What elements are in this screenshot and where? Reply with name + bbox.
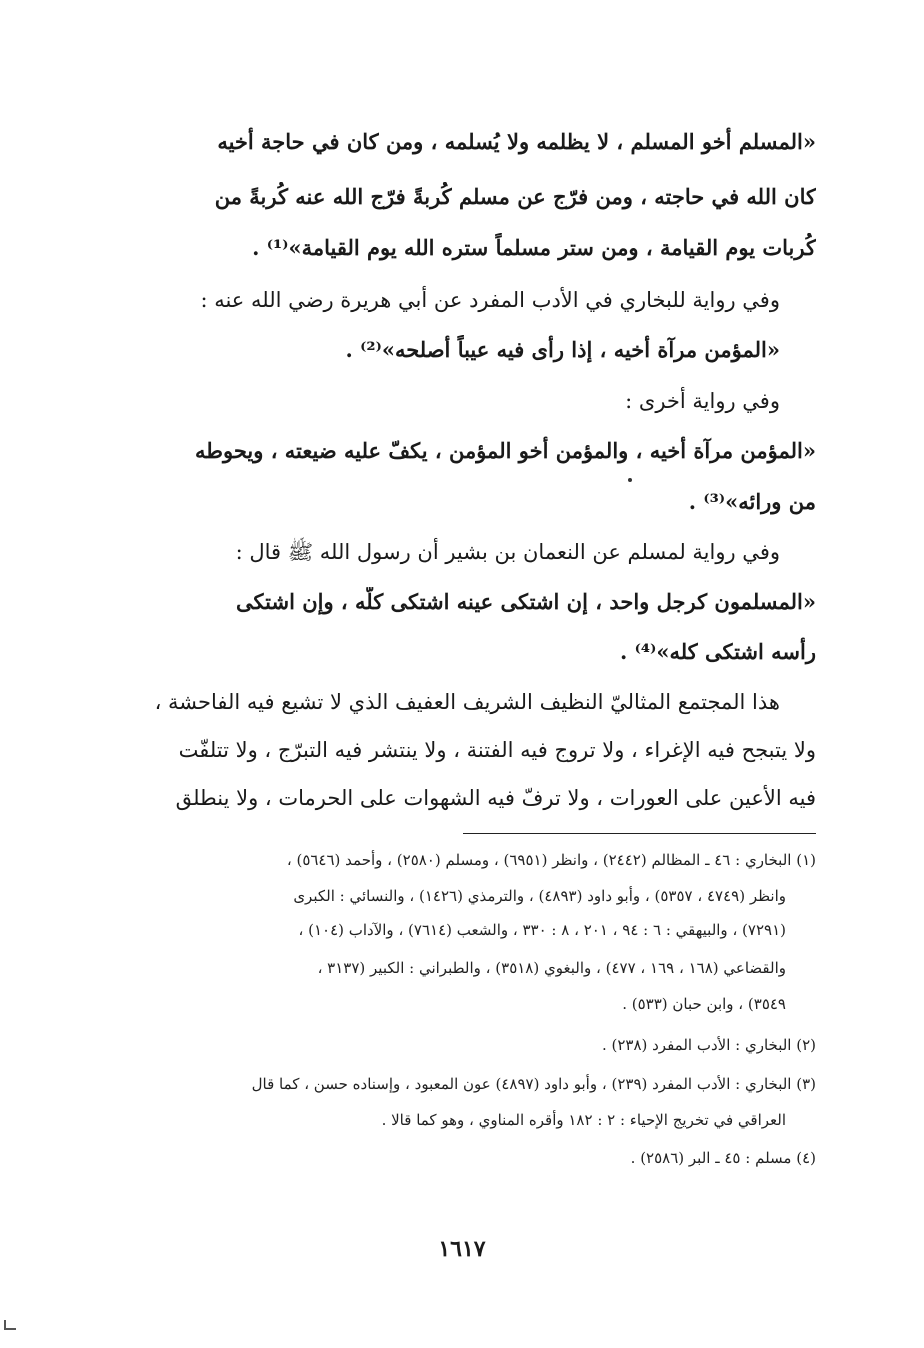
hadith-3-line-2: من ورائه»⁽³⁾ . xyxy=(688,489,816,514)
footnote-4: (٤) مسلم : ٤٥ ـ البر (٢٥٨٦) . xyxy=(630,1149,816,1167)
hadith-4-line-1: «المسلمون كرجل واحد ، إن اشتكى عينه اشتكى كلّه ، وإن اشتكى xyxy=(236,589,816,614)
hadith-1-line-1: «المسلم أخو المسلم ، لا يظلمه ولا يُسلمه ، ومن كان في حاجة أخيه xyxy=(217,129,816,154)
footnote-1-line-5: ٣٥٤٩) ، وابن حبان (٥٣٣) . xyxy=(622,995,786,1013)
hadith-2: «المؤمن مرآة أخيه ، إذا رأى فيه عيباً أصلحه»⁽²⁾ . xyxy=(345,337,780,362)
footnote-2: (٢) البخاري : الأدب المفرد (٢٣٨) . xyxy=(601,1036,816,1054)
intro-bukhari-adab: وفي رواية للبخاري في الأدب المفرد عن أبي هريرة رضي الله عنه : xyxy=(200,288,780,312)
footnote-separator xyxy=(463,833,816,834)
footnote-1-line-4: والقضاعي (١٦٨ ، ١٦٩ ، ٤٧٧) ، والبغوي (٣٥١٨) ، والطبراني : الكبير (٣١٣٧ ، xyxy=(317,959,786,977)
footnote-3-line-2: العراقي في تخريج الإحياء : ٢ : ١٨٢ وأقره المناوي ، وهو كما قالا . xyxy=(381,1111,786,1129)
intro-another-narration: وفي رواية أخرى : xyxy=(625,389,780,413)
page-number: ١٦١٧ xyxy=(438,1236,486,1262)
footnote-1-line-2: وانظر (٤٧٤٩ ، ٥٣٥٧) ، وأبو داود (٤٨٩٣) ، والترمذي (١٤٢٦) ، والنسائي : الكبرى xyxy=(293,887,786,905)
footnote-3-line-1: (٣) البخاري : الأدب المفرد (٢٣٩) ، وأبو داود (٤٨٩٧) عون المعبود ، وإسناده حسن ، كما قال xyxy=(251,1075,816,1093)
scan-corner-mark xyxy=(4,1320,16,1330)
footnote-1-line-3: (٧٢٩١) ، والبيهقي : ٦ : ٩٤ ، ٢٠١ ، ٨ : ٣٣٠ ، والشعب (٧٦١٤) ، والآداب (١٠٤) ، xyxy=(298,921,786,939)
paragraph-line-1: هذا المجتمع المثاليّ النظيف الشريف العفيف الذي لا تشيع فيه الفاحشة ، xyxy=(154,690,780,714)
hadith-1-line-3: كُربات يوم القيامة ، ومن ستر مسلماً ستره الله يوم القيامة»⁽¹⁾ . xyxy=(252,235,816,260)
stray-dot xyxy=(628,478,632,482)
hadith-1-line-2: كان الله في حاجته ، ومن فرّج عن مسلم كُربةً فرّج الله عنه كُربةً من xyxy=(214,184,816,209)
hadith-3-line-1: «المؤمن مرآة أخيه ، والمؤمن أخو المؤمن ، يكفّ عليه ضيعته ، ويحوطه xyxy=(195,438,816,463)
paragraph-line-2: ولا يتبجح فيه الإغراء ، ولا تروج فيه الفتنة ، ولا ينتشر فيه التبرّج ، ولا تتلفّت xyxy=(178,738,816,762)
footnote-1-line-1: (١) البخاري : ٤٦ ـ المظالم (٢٤٤٢) ، وانظر (٦٩٥١) ، ومسلم (٢٥٨٠) ، وأحمد (٥٦٤٦) ، xyxy=(286,851,816,869)
hadith-4-line-2: رأسه اشتكى كله»⁽⁴⁾ . xyxy=(619,639,816,664)
intro-muslim-numan: وفي رواية لمسلم عن النعمان بن بشير أن رسول الله ﷺ قال : xyxy=(235,540,780,564)
paragraph-line-3: فيه الأعين على العورات ، ولا ترفّ فيه الشهوات على الحرمات ، ولا ينطلق xyxy=(175,786,816,810)
